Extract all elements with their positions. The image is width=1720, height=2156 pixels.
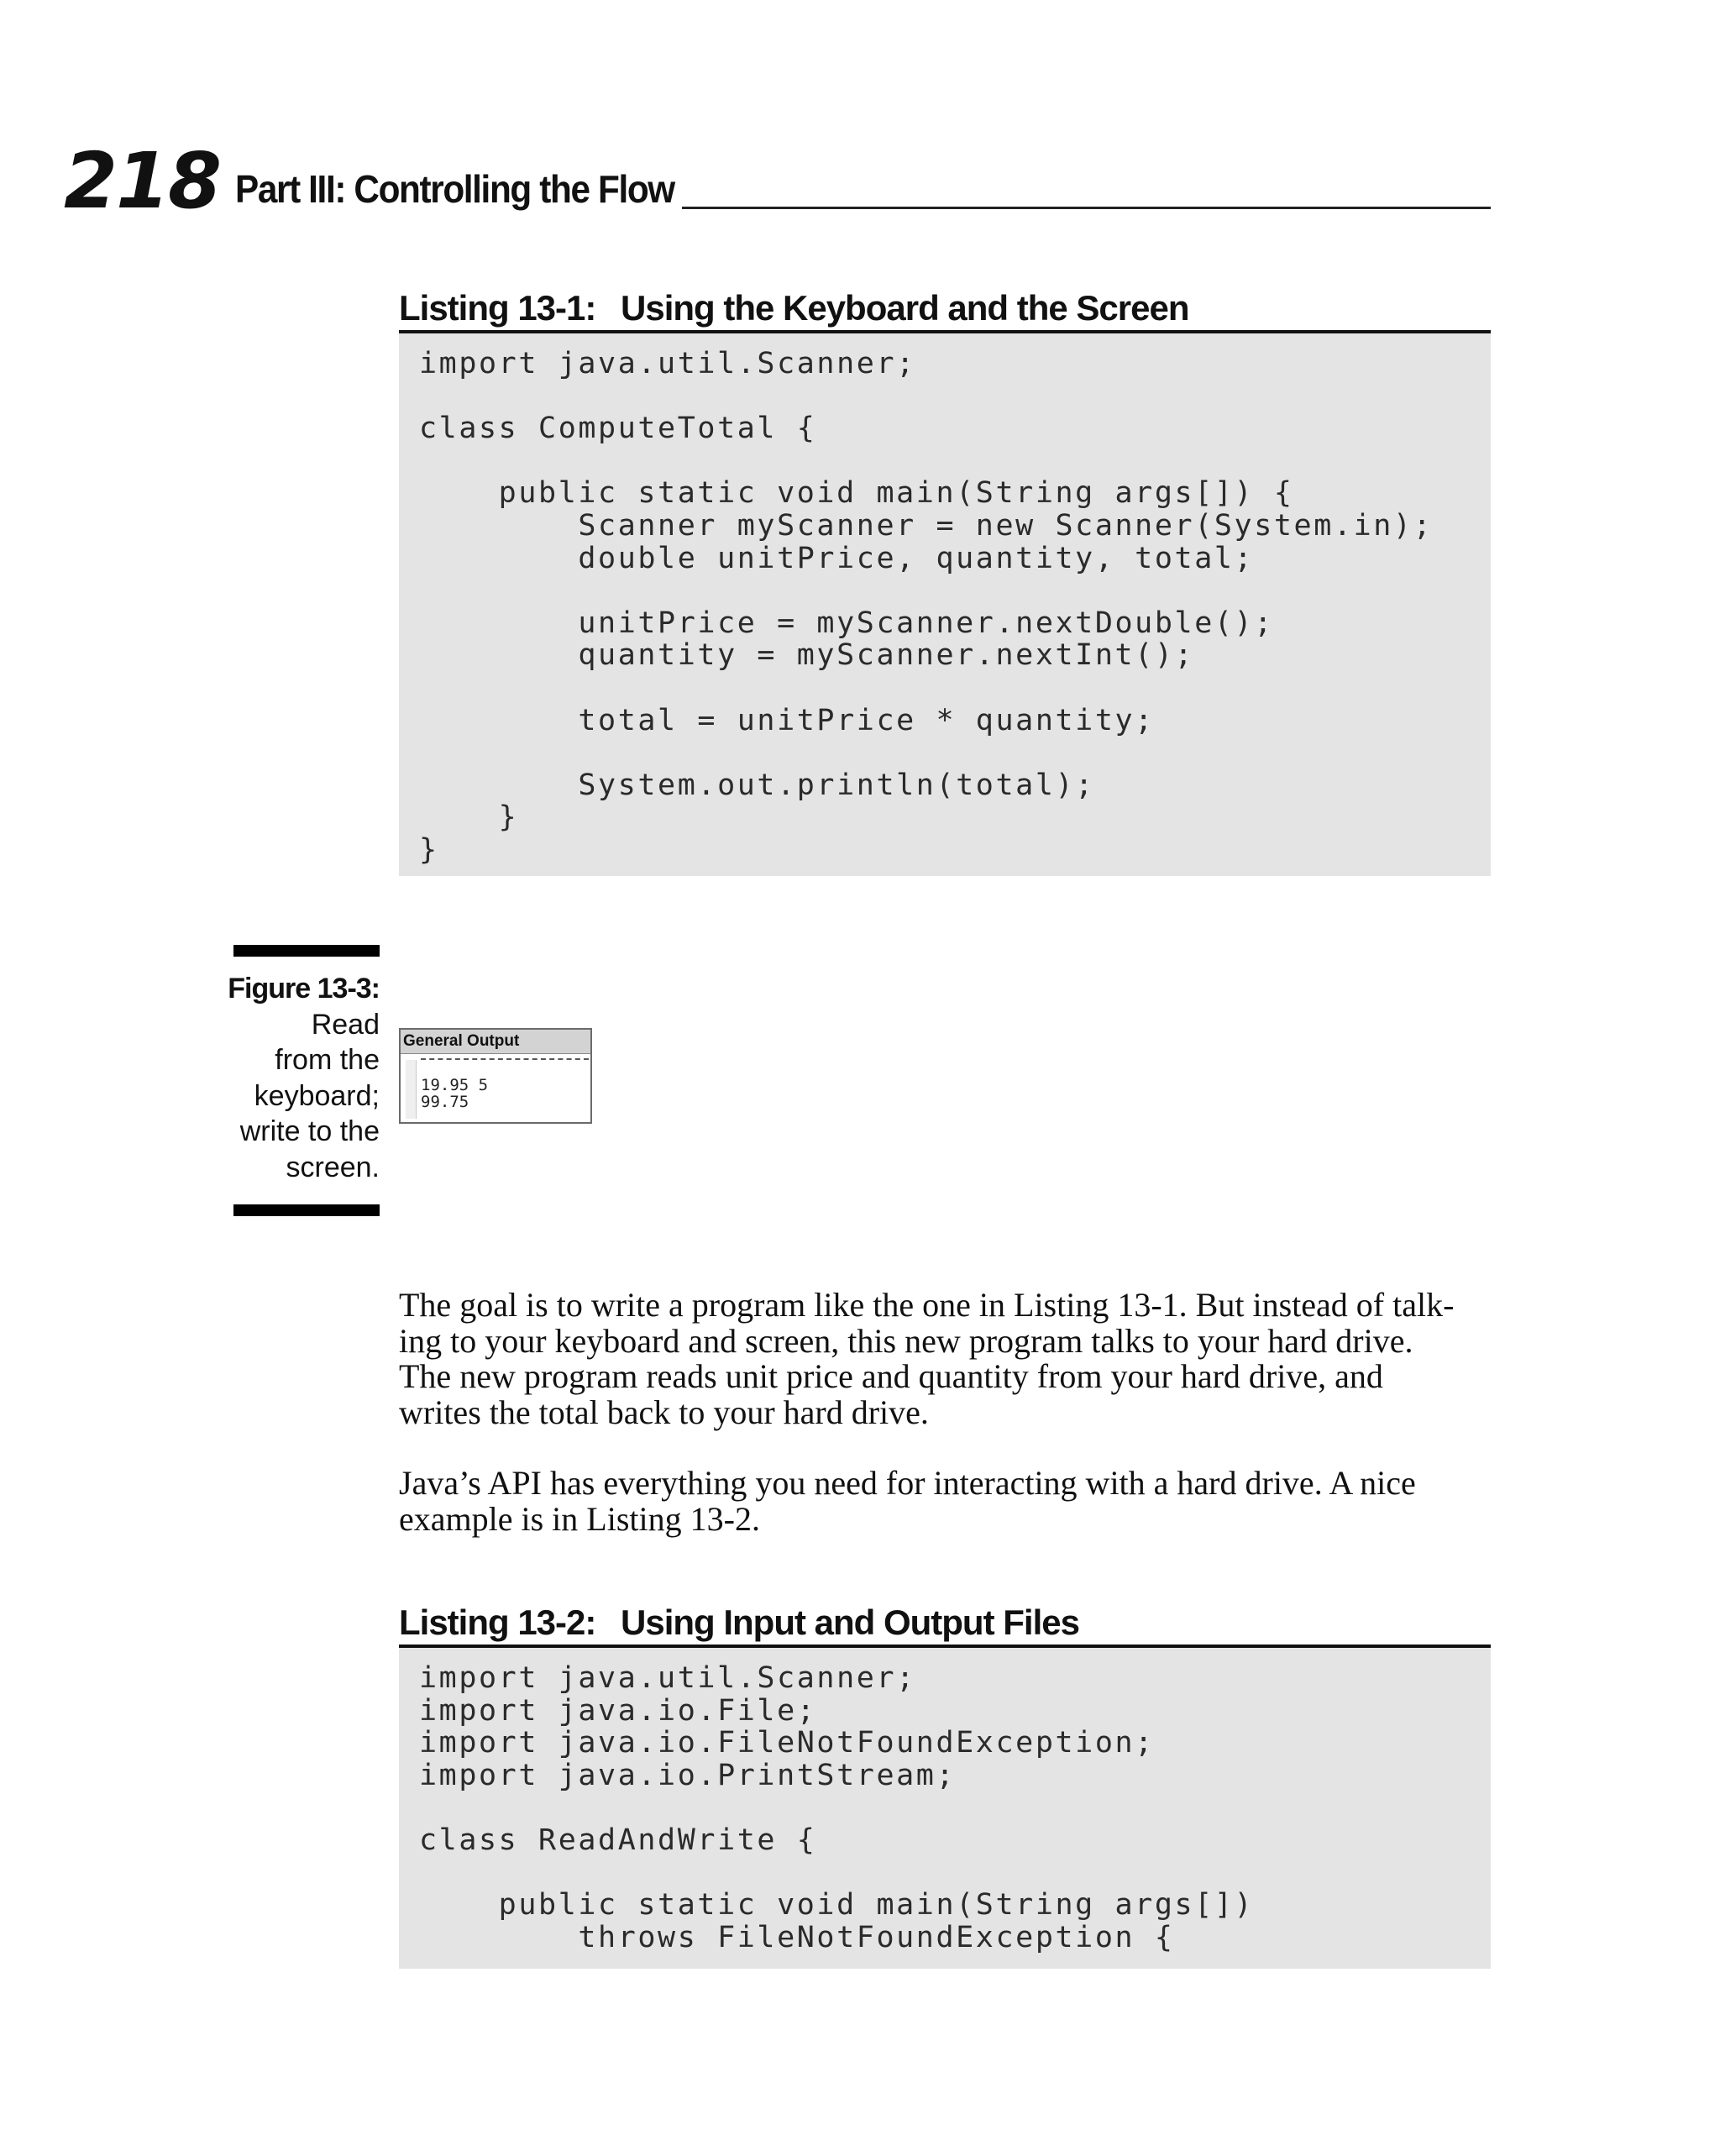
body-paragraph-2 [399,1466,1491,1537]
listing-title: Using Input and Output Files [621,1603,1079,1642]
text-line: ing to your keyboard and screen, this new program talks to your hard drive. [399,1321,1413,1360]
page-number: 218 [64,136,221,226]
listing-number: Listing 13-2: [399,1603,596,1642]
code-line: public static void main(String args[]) { [419,476,1294,511]
figure-caption-line: Read [311,1008,380,1041]
body-paragraph-1 [399,1288,1491,1430]
output-gutter [406,1060,417,1119]
code-line [419,574,1491,607]
code-line: throws FileNotFoundException { [419,1920,1175,1954]
code-line: Scanner myScanner = new Scanner(System.in); [419,508,1434,543]
text-line: The new program reads unit price and quantity from your hard drive, and [399,1357,1383,1395]
code-line [419,1791,1491,1824]
text-line: The goal is to write a program like the one in Listing 13-1. But instead of talk- [399,1286,1455,1324]
figure-bottom-bar [233,1204,380,1216]
output-line: 19.95 5 [421,1076,489,1094]
code-line: double unitPrice, quantity, total; [419,541,1255,575]
code-listing-13-2 [399,1648,1491,1969]
output-separator [421,1058,589,1060]
listing-caption-13-2 [399,1605,1491,1640]
output-line: 99.75 [421,1093,469,1111]
code-line [419,672,1491,705]
text-line: Java’s API has everything you need for interacting with a hard drive. A nice [399,1464,1416,1502]
code-line: unitPrice = myScanner.nextDouble(); [419,606,1274,640]
code-listing-13-1 [399,333,1491,876]
text-line: example is in Listing 13-2. [399,1499,760,1538]
code-line: class ReadAndWrite { [419,1823,817,1857]
code-line: System.out.println(total); [419,768,1095,802]
code-line: class ComputeTotal { [419,412,817,446]
code-line: quantity = myScanner.nextInt(); [419,638,1195,673]
listing-caption-13-1 [399,288,1491,328]
figure-caption-line: from the [275,1044,380,1076]
code-line: public static void main(String args[]) [419,1888,1255,1923]
part-title: Part III: Controlling the Flow [235,167,674,211]
code-line: import java.util.Scanner; [419,347,916,380]
code-line: } [419,832,439,867]
listing-title: Using the Keyboard and the Screen [621,288,1189,328]
listing-number: Listing 13-1: [399,288,596,328]
code-line: import java.io.File; [419,1693,817,1728]
text-line: writes the total back to your hard drive. [399,1393,929,1431]
figure-caption-line: screen. [286,1151,380,1183]
code-line: import java.io.PrintStream; [419,1758,957,1792]
header-rule [682,207,1491,209]
figure-caption-line: write to the [239,1115,380,1147]
output-window-title: General Output [401,1030,590,1054]
figure-caption [220,971,380,1185]
code-line: total = unitPrice * quantity; [419,703,1155,737]
code-line: import java.util.Scanner; [419,1661,916,1695]
code-line [419,445,1491,478]
code-line [419,1857,1491,1890]
code-line [419,737,1491,769]
code-line: } [419,800,519,835]
code-line: import java.io.FileNotFoundException; [419,1726,1155,1760]
figure-caption-line: keyboard; [254,1079,380,1112]
output-window [399,1028,592,1124]
figure-label: Figure 13-3: [228,973,380,1005]
code-line [419,380,1491,413]
figure-top-bar [233,945,380,957]
